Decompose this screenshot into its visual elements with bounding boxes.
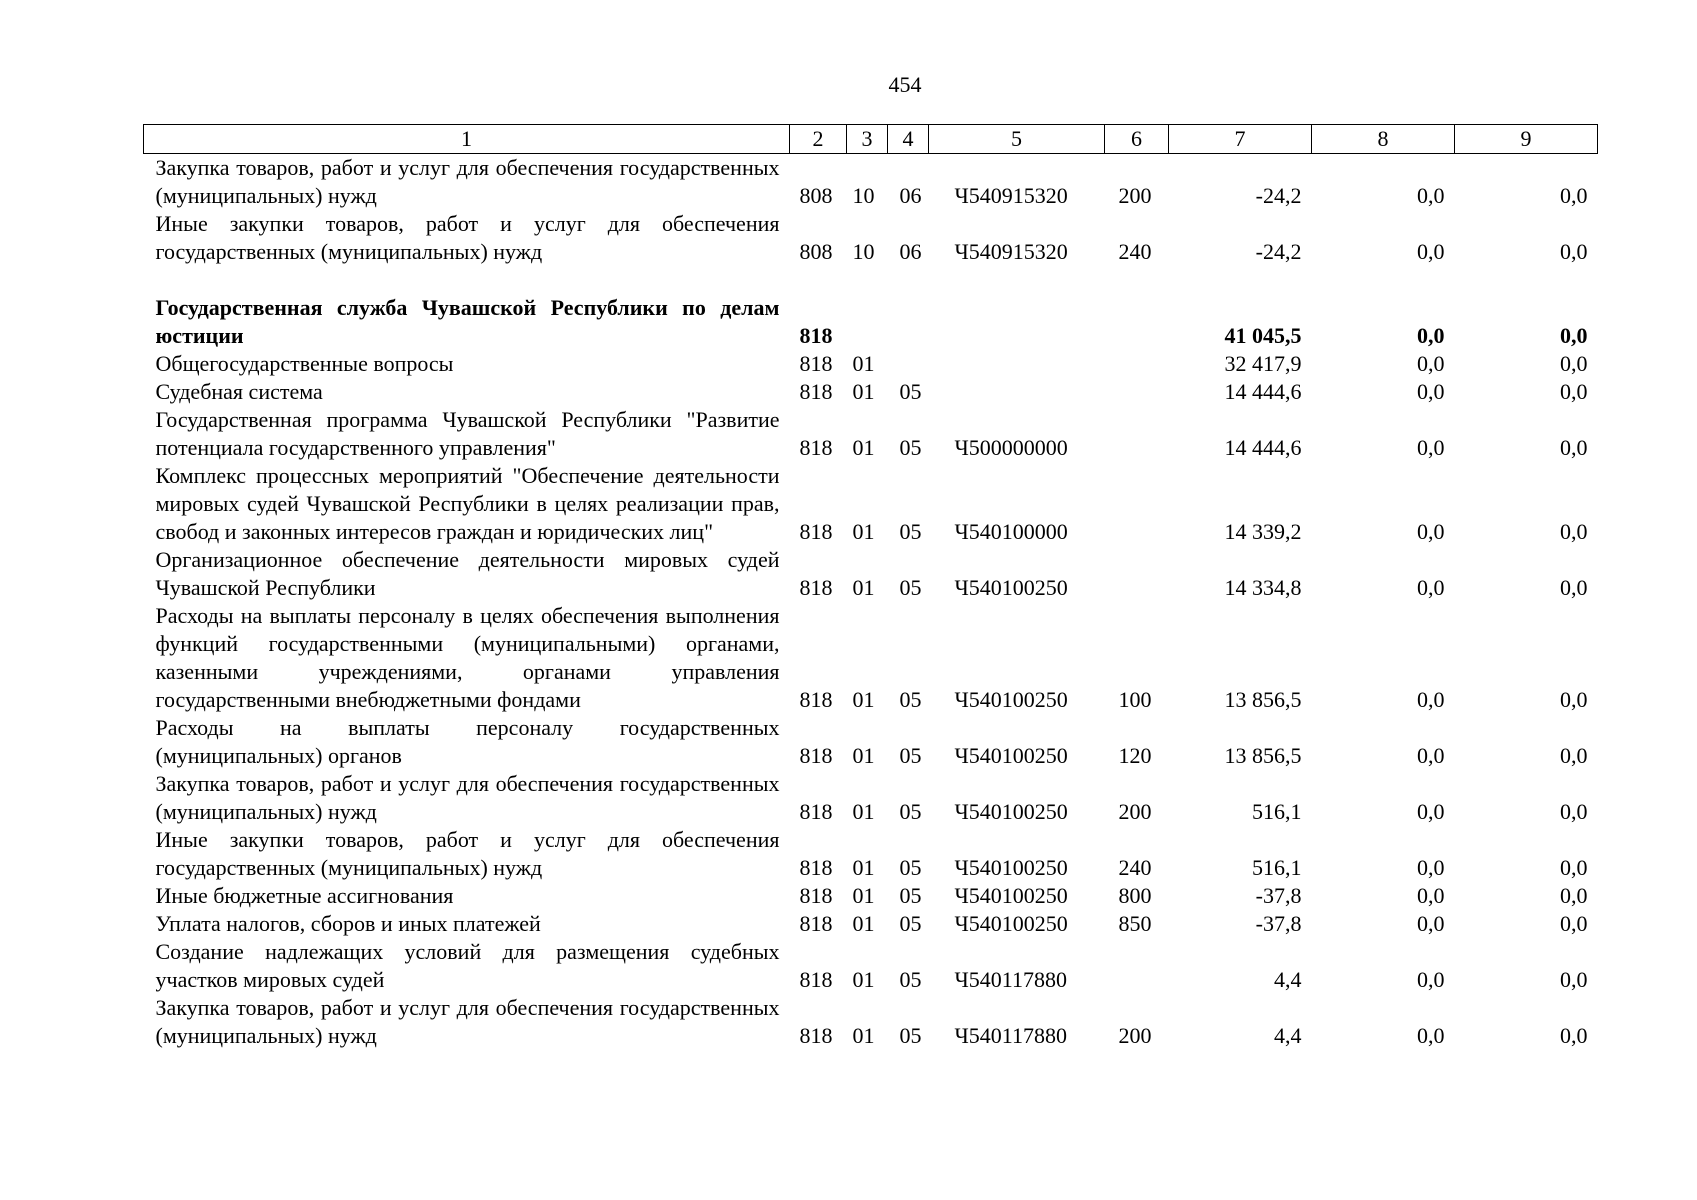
row-section-code: 01 — [852, 883, 875, 908]
table-body — [144, 154, 1598, 1051]
row-section-code: 01 — [852, 379, 875, 404]
row-amount-2: 0,0 — [1417, 799, 1445, 824]
column-header: 2 — [790, 125, 847, 154]
row-section-code: 01 — [852, 435, 875, 460]
row-name: Судебная система — [155, 379, 323, 404]
row-subsection-code: 05 — [899, 855, 922, 880]
spacer-cell — [144, 266, 1598, 294]
row-expense-type: 240 — [1118, 239, 1152, 264]
row-ved-code: 818 — [799, 799, 833, 824]
column-header: 4 — [888, 125, 929, 154]
row-expense-type: 200 — [1118, 1023, 1152, 1048]
row-amount-2: 0,0 — [1417, 575, 1445, 600]
row-amount-2: 0,0 — [1417, 967, 1445, 992]
row-amount-1: 13 856,5 — [1224, 743, 1302, 768]
row-subsection-code: 05 — [899, 883, 922, 908]
row-subsection-code: 06 — [899, 239, 922, 264]
row-subsection-code: 05 — [899, 575, 922, 600]
row-amount-2: 0,0 — [1417, 883, 1445, 908]
row-subsection-code: 06 — [899, 183, 922, 208]
row-amount-2: 0,0 — [1417, 183, 1445, 208]
row-ved-code: 818 — [799, 379, 833, 404]
row-ved-code: 818 — [799, 519, 833, 544]
table-row — [144, 210, 1598, 266]
row-amount-2: 0,0 — [1417, 911, 1445, 936]
row-amount-1: -37,8 — [1255, 911, 1302, 936]
table-row — [144, 994, 1598, 1050]
row-amount-3: 0,0 — [1560, 799, 1588, 824]
row-amount-1: -24,2 — [1255, 239, 1302, 264]
row-amount-3: 0,0 — [1560, 351, 1588, 376]
row-amount-1: 4,4 — [1274, 1023, 1302, 1048]
table-row — [144, 602, 1598, 714]
column-header: 7 — [1169, 125, 1312, 154]
row-ved-code: 818 — [799, 1023, 833, 1048]
row-amount-1: 32 417,9 — [1224, 351, 1302, 376]
row-section-code: 01 — [852, 911, 875, 936]
table-row — [144, 154, 1598, 211]
row-amount-1: 41 045,5 — [1224, 323, 1302, 348]
row-amount-1: -24,2 — [1255, 183, 1302, 208]
row-section-code — [847, 294, 888, 350]
row-section-code: 01 — [852, 351, 875, 376]
row-amount-1: 4,4 — [1274, 967, 1302, 992]
row-amount-3: 0,0 — [1560, 183, 1588, 208]
table-row — [144, 938, 1598, 994]
row-amount-3: 0,0 — [1560, 435, 1588, 460]
row-amount-3: 0,0 — [1560, 911, 1588, 936]
row-expense-type — [1105, 406, 1169, 462]
row-amount-2: 0,0 — [1417, 519, 1445, 544]
row-amount-3: 0,0 — [1560, 239, 1588, 264]
row-target-article: Ч540100250 — [954, 743, 1068, 768]
row-target-article: Ч540100250 — [954, 687, 1068, 712]
row-name: Закупка товаров, работ и услуг для обеспечения государственных (муниципальных) нужд — [155, 771, 780, 824]
row-amount-2: 0,0 — [1417, 239, 1445, 264]
row-amount-2: 0,0 — [1417, 743, 1445, 768]
row-name: Государственная программа Чувашской Республики "Развитие потенциала государственного управления" — [155, 407, 780, 460]
row-name: Расходы на выплаты персоналу в целях обеспечения выполнения функций государственными (муниципальными) органами, казенными учреждениями, органами управления государственными внебюджетными фондами — [155, 603, 780, 712]
row-name: Иные бюджетные ассигнования — [155, 883, 454, 908]
row-ved-code: 808 — [799, 239, 833, 264]
row-amount-3: 0,0 — [1560, 967, 1588, 992]
row-subsection-code: 05 — [899, 687, 922, 712]
row-name: Организационное обеспечение деятельности мировых судей Чувашской Республики — [155, 547, 780, 600]
row-amount-2: 0,0 — [1417, 379, 1445, 404]
table-header — [144, 125, 1598, 154]
row-target-article: Ч540117880 — [954, 1023, 1067, 1048]
table-row — [144, 378, 1598, 406]
table-row — [144, 910, 1598, 938]
row-expense-type — [1105, 350, 1169, 378]
row-expense-type: 240 — [1118, 855, 1152, 880]
row-subsection-code: 05 — [899, 743, 922, 768]
row-target-article: Ч540100250 — [954, 575, 1068, 600]
row-ved-code: 818 — [799, 967, 833, 992]
row-amount-2: 0,0 — [1417, 1023, 1445, 1048]
row-expense-type — [1105, 378, 1169, 406]
row-subsection-code: 05 — [899, 379, 922, 404]
row-amount-3: 0,0 — [1560, 323, 1588, 348]
row-ved-code: 818 — [799, 911, 833, 936]
column-header: 3 — [847, 125, 888, 154]
row-section-code: 10 — [852, 183, 875, 208]
table-row — [144, 826, 1598, 882]
row-expense-type: 200 — [1118, 183, 1152, 208]
row-target-article: Ч540117880 — [954, 967, 1067, 992]
row-expense-type: 100 — [1118, 687, 1152, 712]
row-target-article: Ч540915320 — [954, 239, 1068, 264]
table-row — [144, 882, 1598, 910]
row-amount-1: 14 334,8 — [1224, 575, 1302, 600]
column-header: 1 — [144, 125, 790, 154]
row-amount-3: 0,0 — [1560, 379, 1588, 404]
spacer-row — [144, 266, 1598, 294]
row-target-article — [929, 294, 1105, 350]
row-amount-1: 14 339,2 — [1224, 519, 1302, 544]
row-section-code: 10 — [852, 239, 875, 264]
table-row — [144, 714, 1598, 770]
row-subsection-code: 05 — [899, 799, 922, 824]
header-row — [144, 125, 1598, 154]
row-amount-1: 516,1 — [1252, 799, 1302, 824]
row-name: Уплата налогов, сборов и иных платежей — [155, 911, 541, 936]
row-ved-code: 818 — [799, 855, 833, 880]
table-row — [144, 294, 1598, 350]
row-expense-type — [1105, 462, 1169, 546]
row-name: Иные закупки товаров, работ и услуг для обеспечения государственных (муниципальных) нужд — [155, 827, 780, 880]
row-name: Общегосударственные вопросы — [155, 351, 454, 376]
table-row — [144, 350, 1598, 378]
row-target-article: Ч540100250 — [954, 855, 1068, 880]
table-row — [144, 462, 1598, 546]
row-amount-2: 0,0 — [1417, 351, 1445, 376]
row-amount-3: 0,0 — [1560, 687, 1588, 712]
row-name: Создание надлежащих условий для размещения судебных участков мировых судей — [155, 939, 780, 992]
row-amount-2: 0,0 — [1417, 687, 1445, 712]
row-name: Закупка товаров, работ и услуг для обеспечения государственных (муниципальных) нужд — [155, 995, 780, 1048]
column-header: 8 — [1312, 125, 1455, 154]
row-amount-2: 0,0 — [1417, 323, 1445, 348]
row-amount-3: 0,0 — [1560, 883, 1588, 908]
row-ved-code: 818 — [799, 435, 833, 460]
budget-table — [143, 124, 1598, 1050]
row-subsection-code — [888, 350, 929, 378]
row-section-code: 01 — [852, 1023, 875, 1048]
row-ved-code: 818 — [799, 687, 833, 712]
row-target-article: Ч540100000 — [954, 519, 1068, 544]
row-target-article: Ч500000000 — [954, 435, 1068, 460]
row-expense-type: 850 — [1118, 911, 1152, 936]
row-name: Закупка товаров, работ и услуг для обеспечения государственных (муниципальных) нужд — [155, 155, 780, 208]
row-name: Государственная служба Чувашской Республики по делам юстиции — [155, 295, 780, 348]
table-row — [144, 546, 1598, 602]
row-amount-3: 0,0 — [1560, 743, 1588, 768]
row-expense-type: 200 — [1118, 799, 1152, 824]
row-section-code: 01 — [852, 687, 875, 712]
row-subsection-code — [888, 294, 929, 350]
row-subsection-code: 05 — [899, 967, 922, 992]
column-header: 6 — [1105, 125, 1169, 154]
row-expense-type: 800 — [1118, 883, 1152, 908]
row-target-article: Ч540915320 — [954, 183, 1068, 208]
row-section-code: 01 — [852, 743, 875, 768]
column-header: 5 — [929, 125, 1105, 154]
row-ved-code: 808 — [799, 183, 833, 208]
row-section-code: 01 — [852, 799, 875, 824]
row-target-article — [929, 350, 1105, 378]
row-ved-code: 818 — [799, 883, 833, 908]
row-section-code: 01 — [852, 519, 875, 544]
row-target-article: Ч540100250 — [954, 883, 1068, 908]
row-amount-1: 14 444,6 — [1224, 435, 1302, 460]
column-header: 9 — [1455, 125, 1598, 154]
row-amount-2: 0,0 — [1417, 855, 1445, 880]
row-amount-3: 0,0 — [1560, 1023, 1588, 1048]
row-amount-3: 0,0 — [1560, 519, 1588, 544]
row-subsection-code: 05 — [899, 911, 922, 936]
row-subsection-code: 05 — [899, 519, 922, 544]
row-target-article: Ч540100250 — [954, 911, 1068, 936]
row-name: Расходы на выплаты персоналу государственных (муниципальных) органов — [155, 715, 780, 768]
row-amount-1: 14 444,6 — [1224, 379, 1302, 404]
row-amount-1: 516,1 — [1252, 855, 1302, 880]
row-section-code: 01 — [852, 967, 875, 992]
row-amount-1: 13 856,5 — [1224, 687, 1302, 712]
row-expense-type: 120 — [1118, 743, 1152, 768]
row-ved-code: 818 — [799, 323, 833, 348]
row-amount-2: 0,0 — [1417, 435, 1445, 460]
row-expense-type — [1105, 938, 1169, 994]
row-ved-code: 818 — [799, 575, 833, 600]
table-row — [144, 406, 1598, 462]
row-amount-3: 0,0 — [1560, 855, 1588, 880]
row-expense-type — [1105, 294, 1169, 350]
row-ved-code: 818 — [799, 351, 833, 376]
row-subsection-code: 05 — [899, 1023, 922, 1048]
row-amount-3: 0,0 — [1560, 575, 1588, 600]
page-number: 454 — [888, 72, 922, 97]
row-section-code: 01 — [852, 855, 875, 880]
table-row — [144, 770, 1598, 826]
row-ved-code: 818 — [799, 743, 833, 768]
row-target-article — [929, 378, 1105, 406]
row-expense-type — [1105, 546, 1169, 602]
row-name: Комплекс процессных мероприятий "Обеспечение деятельности мировых судей Чувашской Республики в целях реализации прав, свобод и законных интересов граждан и юридических лиц" — [155, 463, 780, 544]
row-name: Иные закупки товаров, работ и услуг для обеспечения государственных (муниципальных) нужд — [155, 211, 780, 264]
row-amount-1: -37,8 — [1255, 883, 1302, 908]
row-subsection-code: 05 — [899, 435, 922, 460]
row-target-article: Ч540100250 — [954, 799, 1068, 824]
row-section-code: 01 — [852, 575, 875, 600]
